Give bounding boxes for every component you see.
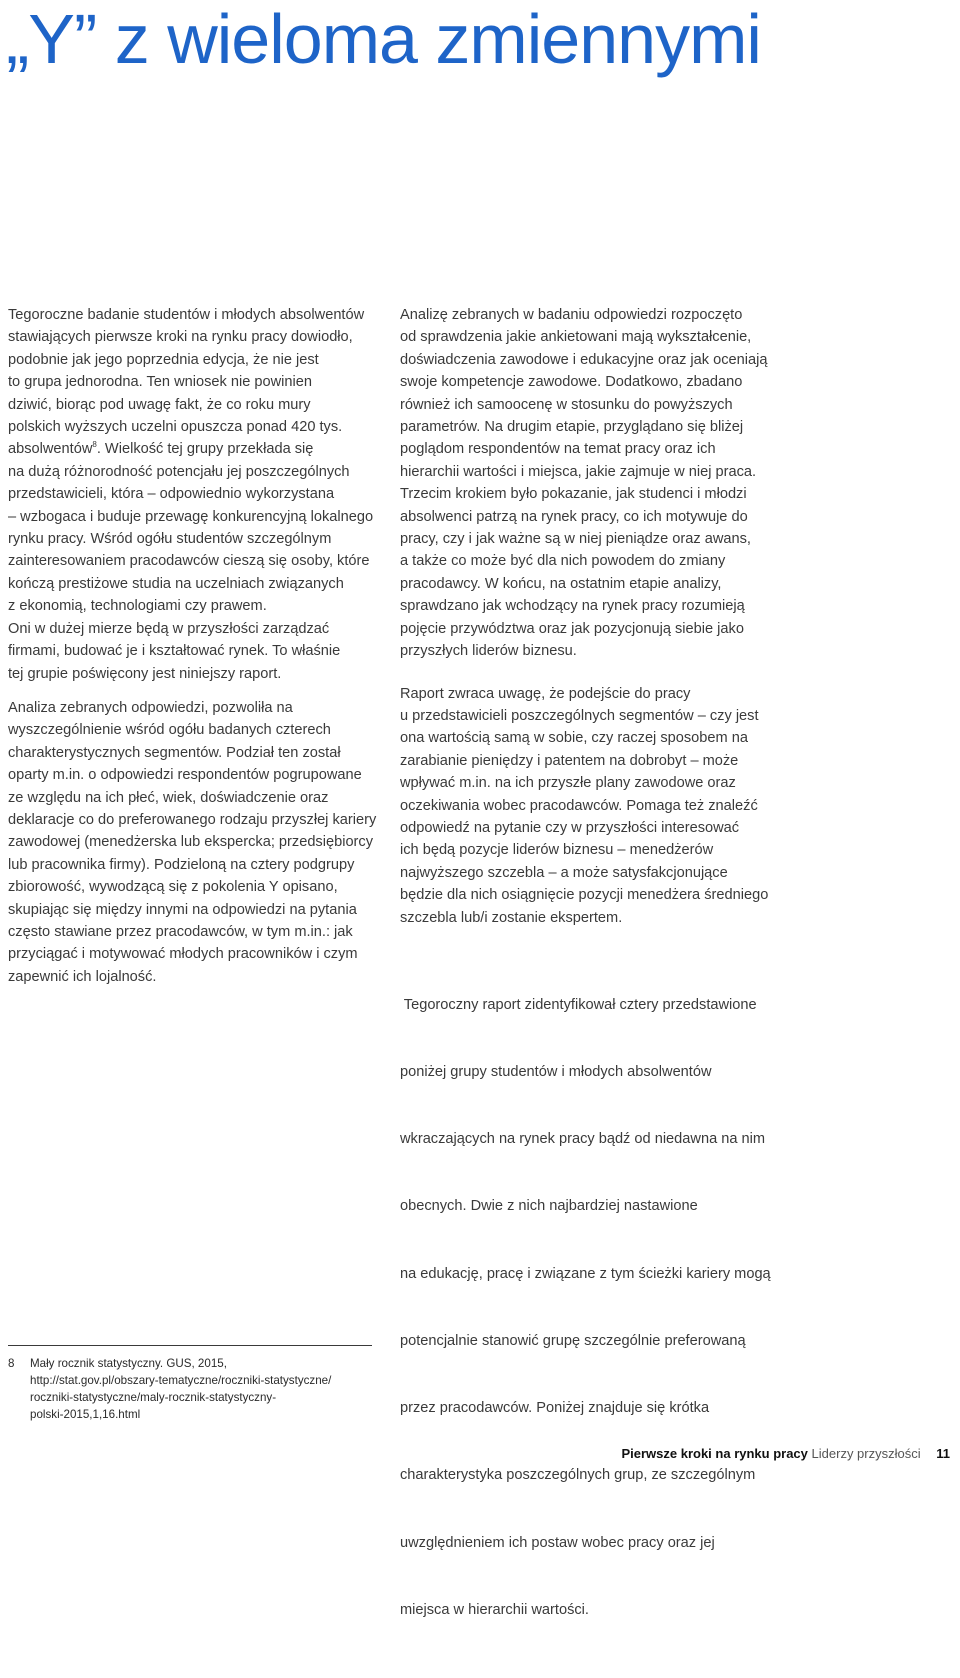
text-line: zawodowej (menedżerska lub ekspercka; przedsiębiorcy [8,834,374,851]
text-line: pracodawcy. W końcu, na ostatnim etapie analizy, [400,575,722,592]
text-line: miejsca w hierarchii wartości. [400,1601,589,1618]
text-line: szczebla lub/i zostanie ekspertem. [400,909,623,926]
text-line: przyszłych liderów biznesu. [400,643,577,660]
footnote-link[interactable]: polski-2015,1,16.html [30,1408,141,1421]
footer-publication-subtitle: Liderzy przyszłości [811,1446,921,1461]
text-line: – wzbogaca i buduje przewagę konkurencyjną lokalnego [8,508,374,525]
footnote-link[interactable]: http://stat.gov.pl/obszary-tematyczne/roczniki-statystyczne/ [30,1374,332,1387]
text-line: Analizę zebranych w badaniu odpowiedzi rozpoczęto [400,307,743,323]
text-line: parametrów. Na drugim etapie, przyglądano się bliżej [400,419,744,436]
text-line: ich będą pozycje liderów biznesu – menedżerów [400,842,714,859]
text-line: deklaracje co do preferowanego rodzaju przyszłej kariery [8,811,377,828]
footnote-link[interactable]: roczniki-statystyczne/maly-rocznik-statystyczny- [30,1391,277,1404]
text-line: stawiających pierwsze kroki na rynku pracy dowiodło, [8,329,353,346]
text-line: u przedstawicieli poszczególnych segmentów – czy jest [400,707,759,724]
text-line: tej grupie poświęcony jest niniejszy raport. [8,665,282,682]
text-line: dziwić, biorąc pod uwagę fakt, że co roku mury [8,396,311,413]
text-line: polskich wyższych uczelni opuszcza ponad 420 tys. [8,419,343,436]
text-line: na edukację, pracę i związane z tym ścieżki kariery mogą [400,1265,771,1282]
text-line: będzie dla nich osiągnięcie pozycji menedżera średniego [400,887,769,904]
text-line: zainteresowaniem pracodawców cieszą się osoby, które [8,553,370,570]
footnote [8,1355,388,1423]
text-line: skupiając się między innymi na odpowiedzi na pytania [8,901,357,918]
footnote-ref[interactable]: 8 [92,440,97,450]
footnote-number: 8 [8,1357,15,1370]
text-line: na dużą różnorodność potencjału jej poszczególnych [8,463,350,480]
left-paragraph-2 [8,697,380,988]
text-line: pojęcie przywództwa oraz jak pozycjonują siebie jako [400,620,744,637]
right-paragraph-1 [400,304,772,663]
footnote-body [30,1355,388,1423]
text-line: wpływać m.in. na ich przyszłe plany zawodowe oraz [400,775,736,792]
text-line: kończą prestiżowe studia na uczelniach związanych [8,575,344,592]
text-line: firmami, budować je i kształtować rynek. To właśnie [8,643,341,660]
right-paragraph-2 [400,683,772,929]
text-line: zapewnić ich lojalność. [8,968,157,985]
text-line: pracy, czy i jak ważne są w niej pieniądze oraz awans, [400,531,751,548]
text-line: hierarchii wartości i miejsca, jakie zajmuje w niej praca. [400,463,757,480]
text-line: z ekonomią, technologiami czy prawem. [8,598,267,615]
text-line: również ich samoocenę w stosunku do powyższych [400,396,733,413]
left-paragraph-1 [8,304,380,685]
text-line: ona wartością samą w sobie, czy raczej sposobem na [400,730,748,747]
text-line: wyszczególnienie wśród ogółu badanych czterech [8,722,331,739]
text-line: lub pracownika firmy). Podzieloną na cztery podgrupy [8,856,355,873]
text-line: zarabianie pieniędzy i patentem na dobrobyt – może [400,752,739,769]
text-line: obecnych. Dwie z nich najbardziej nastawione [400,1198,698,1215]
right-paragraph-3 [400,949,772,1666]
text-line: oczekiwania wobec pracodawców. Pomaga też znaleźć [400,797,758,814]
text-line: charakterystycznych segmentów. Podział ten został [8,744,341,761]
text-line: przyciągać i motywować młodych pracowników i czym [8,946,358,963]
text-line: Tegoroczne badanie studentów i młodych absolwentów [8,307,365,323]
text-line: najwyższego szczebla – a może satysfakcjonujące [400,864,728,881]
text-line: Raport zwraca uwagę, że podejście do pracy [400,685,691,702]
page-number: 11 [936,1446,950,1461]
text-line: charakterystyka poszczególnych grup, ze szczególnym [400,1467,756,1484]
text-line: Tegoroczny raport zidentyfikował cztery przedstawione [400,996,757,1013]
text-line: przez pracodawców. Poniżej znajduje się krótka [400,1400,710,1417]
text-line: absolwenci patrzą na rynek pracy, co ich motywuje do [400,508,748,525]
text-line: oparty m.in. o odpowiedzi respondentów pogrupowane [8,767,362,784]
left-column [8,304,380,1000]
text-line: Analiza zebranych odpowiedzi, pozwoliła na [8,699,293,716]
text-line: Oni w dużej mierze będą w przyszłości zarządzać [8,620,330,637]
text-line: podobnie jak jego poprzednia edycja, że nie jest [8,351,319,368]
text-line: przedstawicieli, która – odpowiednio wykorzystana [8,486,335,503]
footnote-divider [8,1345,372,1346]
text-line: doświadczenia zawodowe i edukacyjne oraz jak oceniają [400,351,768,368]
page-title: „Y” z wieloma zmiennymi [6,0,761,78]
text-fragment: absolwentów [8,441,93,458]
text-line: rynku pracy. Wśród ogółu studentów szczególnym [8,531,332,548]
text-line [8,438,380,460]
footnote-line: Mały rocznik statystyczny. GUS, 2015, [30,1357,227,1370]
text-line: potencjalnie stanowić grupę szczególnie preferowaną [400,1332,746,1349]
text-line: często stawiane przez pracodawców, w tym m.in.: jak [8,923,353,940]
text-line: od sprawdzenia jakie ankietowani mają wykształcenie, [400,329,752,346]
text-line: ze względu na ich płeć, wiek, doświadczenie oraz [8,789,329,806]
text-line: poglądom respondentów na temat pracy oraz ich [400,441,716,458]
text-line: odpowiedź na pytanie czy w przyszłości interesować [400,819,740,836]
text-line: a także co może być dla nich powodem do zmiany [400,553,726,570]
text-line: uwzględnieniem ich postaw wobec pracy oraz jej [400,1534,715,1551]
text-line: zbiorowość, wywodzącą się z pokolenia Y opisano, [8,879,338,896]
text-line: Trzecim krokiem było pokazanie, jak studenci i młodzi [400,486,747,503]
text-line: to grupa jednorodna. Ten wniosek nie powinien [8,374,312,391]
text-line: swoje kompetencje zawodowe. Dodatkowo, zbadano [400,374,743,391]
text-line: wkraczających na rynek pracy bądź od niedawna na nim [400,1131,766,1148]
text-fragment: . Wielkość tej grupy przekłada się [96,441,314,458]
right-column [400,304,772,1678]
running-footer [621,1446,950,1462]
text-line: poniżej grupy studentów i młodych absolwentów [400,1064,712,1080]
footer-publication-title: Pierwsze kroki na rynku pracy [621,1446,808,1461]
text-line: sprawdzano jak wchodzący na rynek pracy rozumieją [400,598,745,615]
